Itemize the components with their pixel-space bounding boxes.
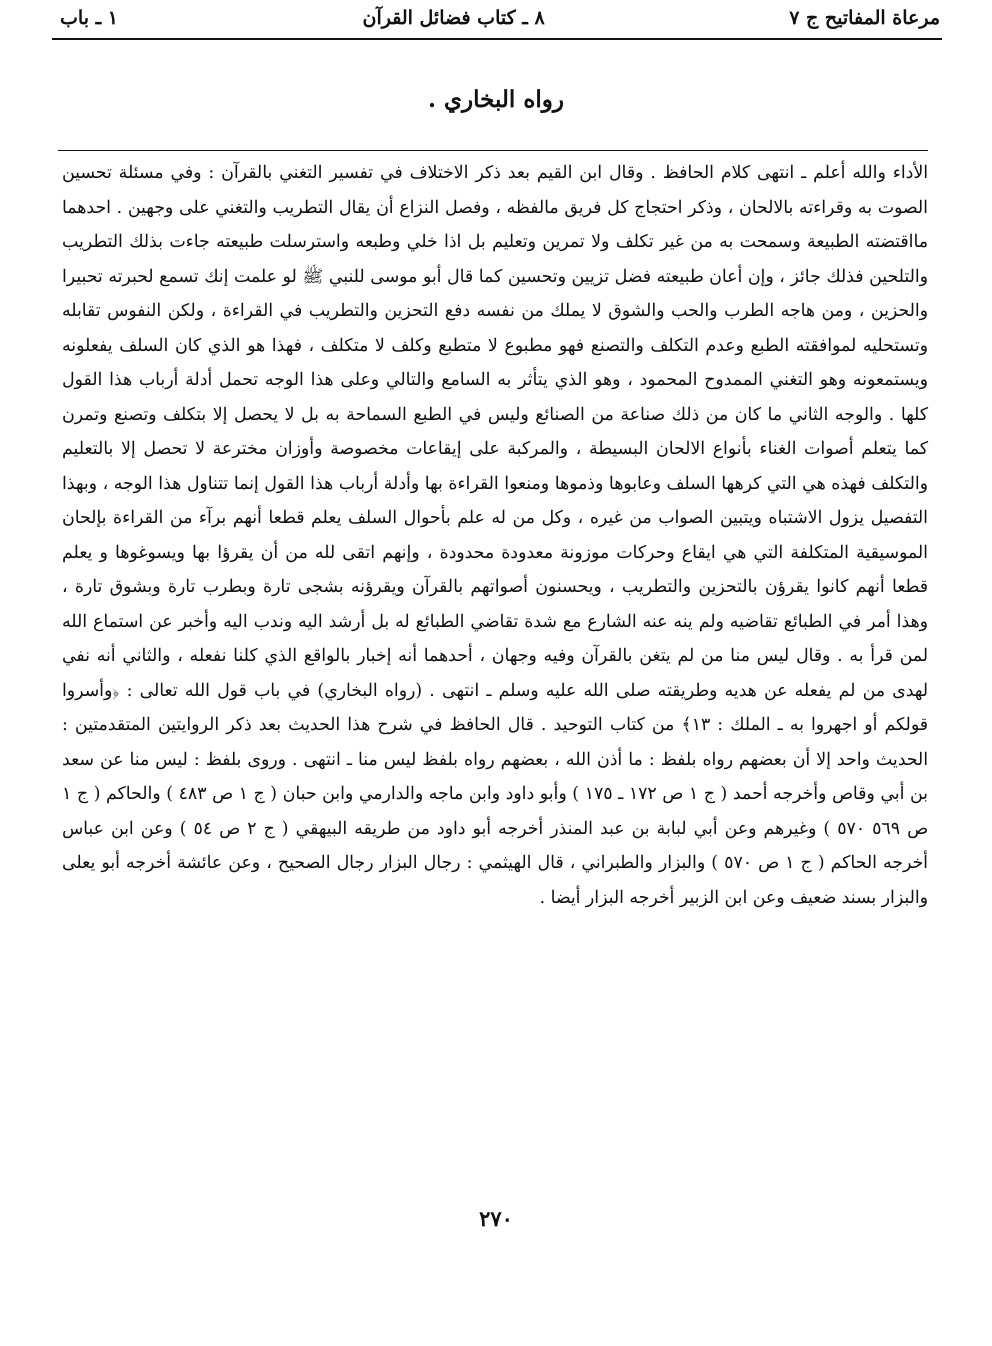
commentary-separator [58,150,928,151]
header-section: ١ ـ باب [60,7,118,29]
page-number: ٢٧٠ [479,1206,513,1231]
commentary-text: الأداء والله أعلم ـ انتهى كلام الحافظ . وقال ابن القيم بعد ذكر الاختلاف في تفسير التغني بالقرآن : وفي مسئلة تحسين الصوت به وقراءته بالالحان ، وذكر احتجاج كل فريق مالفظه ، وفصل النزاع أن يقال التطريب والتغني على وجهين . احدهما مااقتضته الطبيعة وسمحت به من غير تكلف ولا تمرين وتعليم بل اذا خلي وطبعه واسترسلت طبيعته جاءت بذلك التطريب والتلحين فذلك جائز ، وإن أعان طبيعته فضل تزيين وتحسين كما قال أبو موسى للنبي ﷺ لو علمت إنك تسمع لحبرته تحبيرا والحزين ، ومن هاجه الطرب والحب والشوق لا يملك من نفسه دفع التحزين والتطريب في القراءة ، ولكن النفوس تقابله وتستحليه لموافقته الطبع وعدم التكلف والتصنع فهو مطبوع لا متطبع وكلف لا متكلف ، فهذا هو الذي كان السلف يفعلونه ويستمعونه وهو التغني الممدوح المحمود ، وهو الذي يتأثر به السامع والتالي وعلى هذا الوجه تحمل أدلة أرباب هذا القول كلها . والوجه الثاني ما كان من ذلك صناعة من الصنائع وليس في الطبع السماحة به بل لا يحصل إلا بتكلف وتصنع وتمرن كما يتعلم أصوات الغناء بأنواع الالحان البسيطة ، والمركبة على إيقاعات مخصوصة وأوزان مخترعة لا تحصل إلا بالتعليم والتكلف فهذه هي التي كرهها السلف وعابوها وذموها ومنعوا القراءة بها وأدلة أرباب هذا القول إنما تتناول هذا الوجه ، وبهذا التفصيل يزول الاشتباه ويتبين الصواب من غيره ، وكل من له علم بأحوال السلف يعلم قطعا أنهم برآء من القراءة بإلحان الموسيقية المتكلفة التي هي ايقاع وحركات موزونة معدودة محدودة ، وإنهم اتقى لله من أن يقرؤا بها ويسوغوها و يعلم قطعا أنهم كانوا يقرؤن بالتحزين والتطريب ، ويحسنون أصواتهم بالقرآن ويقرؤنه بشجى تارة وبطرب تارة وبشوق تارة ، وهذا أمر في الطبائع تقاضيه ولم ينه عنه الشارع مع شدة تقاضي الطبائع له بل أرشد اليه وندب اليه وأخبر عن استماع الله لمن قرأ به . وقال ليس منا من لم يتغن بالقرآن وفيه وجهان ، أحدهما أنه إخبار بالواقع الذي كلنا نفعله ، والثاني أنه نفي لهدى من لم يفعله عن هديه وطريقته صلى الله عليه وسلم ـ انتهى . (رواه البخاري) في باب قول الله تعالى : ﴿وأسروا قولكم أو اجهروا به ـ الملك : ١٣﴾ من كتاب التوحيد . قال الحافظ في شرح هذا الحديث بعد ذكر الروايتين المتقدمتين : الحديث واحد إلا أن بعضهم رواه بلفظ : ما أذن الله ، بعضهم رواه بلفظ ليس منا ـ انتهى . وروى بلفظ : ليس منا عن سعد بن أبي وقاص وأخرجه أحمد ( ج ١ ص ١٧٢ ـ ١٧٥ ) وأبو داود وابن ماجه والدارمي وابن حبان ( ج ١ ص ٤٨٣ ) والحاكم ( ج ١ ص ٥٦٩ ٥٧٠ ) وغيرهم وعن أبي لبابة بن عبد المنذر أخرجه أبو داود من طريقه البيهقي ( ج ٢ ص ٥٤ ) وعن ابن عباس أخرجه الحاكم ( ج ١ ص ٥٧٠ ) والبزار والطبراني ، قال الهيثمي : رجال البزار رجال الصحيح ، وعن عائشة أخرجه أبو يعلى والبزار بسند ضعيف وعن ابن الزبير أخرجه البزار أيضا . [62,163,929,908]
header-chapter-title: ٨ ـ كتاب فضائل القرآن [362,7,545,29]
running-header [60,0,940,36]
header-rule [52,38,942,40]
header-book-title: مرعاة المفاتيح ج ٧ [789,7,940,29]
hadith-source-line: رواه البخاري . [428,86,564,113]
